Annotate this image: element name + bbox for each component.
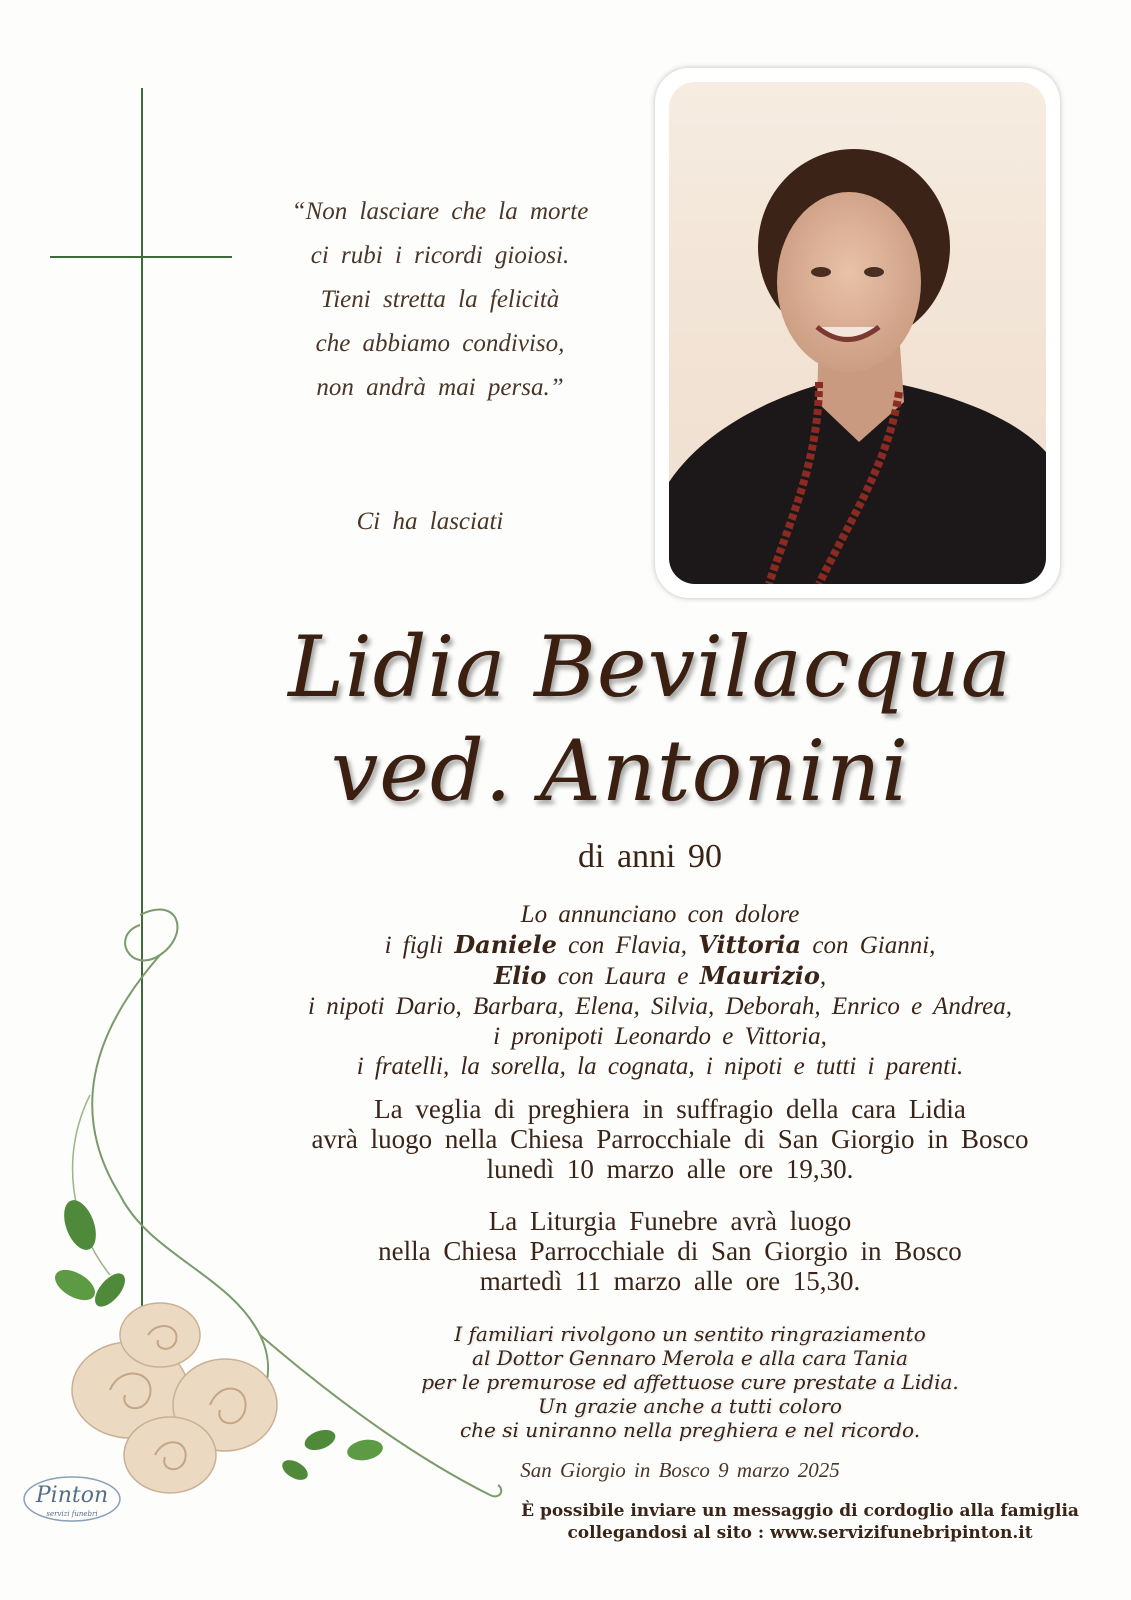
portrait-photo <box>669 82 1046 584</box>
place-and-date: San Giorgio in Bosco 9 marzo 2025 <box>520 1458 840 1482</box>
thanks-line: I familiari rivolgono un sentito ringraziamento <box>454 1322 926 1346</box>
text-fragment: con Gianni, <box>801 932 936 959</box>
text-fragment: con Laura e <box>546 963 700 990</box>
intro-text: Ci ha lasciati <box>356 508 504 535</box>
child-name: Daniele <box>454 930 557 959</box>
announcement-line: Lo annunciano con dolore <box>520 901 800 928</box>
thanks-line: che si uniranno nella preghiera e nel ricordo. <box>459 1418 921 1442</box>
child-name: Maurizio <box>699 961 820 990</box>
deceased-name-line1: Lidia Bevilacqua <box>288 618 1012 716</box>
cross-horizontal-bar <box>50 256 232 258</box>
portrait-illustration <box>669 82 1046 584</box>
quote-line: che abbiamo condiviso, <box>315 330 565 357</box>
logo-brand: Pinton <box>35 1483 109 1508</box>
thanks-line: Un grazie anche a tutti coloro <box>538 1394 842 1418</box>
rose-decoration <box>30 895 510 1535</box>
footer-line: È possibile inviare un messaggio di cordoglio alla famiglia <box>521 1501 1079 1521</box>
text-fragment: , <box>819 963 827 990</box>
quote-line: Tieni stretta la felicità <box>320 286 560 313</box>
portrait-frame <box>655 68 1060 598</box>
text-fragment: con Flavia, <box>556 932 699 959</box>
child-name: Vittoria <box>698 930 802 959</box>
pinton-logo <box>22 1474 122 1524</box>
deceased-age: di anni 90 <box>578 838 722 875</box>
vigil-line: avrà luogo nella Chiesa Parrocchiale di San Giorgio in Bosco <box>311 1124 1029 1154</box>
announcement-line: i fratelli, la sorella, la cognata, i nipoti e tutti i parenti. <box>356 1053 964 1080</box>
condolence-footer <box>450 1500 1131 1544</box>
announcement-line: i nipoti Dario, Barbara, Elena, Silvia, Deborah, Enrico e Andrea, <box>308 993 1012 1020</box>
announcement-line: i pronipoti Leonardo e Vittoria, <box>493 1023 827 1050</box>
funeral-line: La Liturgia Funebre avrà luogo <box>488 1206 852 1236</box>
logo-tagline: servizi funebri <box>46 1510 98 1518</box>
vigil-line: La veglia di preghiera in suffragio della cara Lidia <box>374 1094 966 1124</box>
thanks-line: per le premurose ed affettuose cure prestate a Lidia. <box>421 1370 959 1394</box>
quote-line: “Non lasciare che la morte <box>291 198 589 225</box>
thanks-line: al Dottor Gennaro Merola e alla cara Tania <box>472 1346 908 1370</box>
funeral-line: nella Chiesa Parrocchiale di San Giorgio in Bosco <box>378 1236 962 1266</box>
text-fragment: i figli <box>384 932 455 959</box>
funeral-line: martedì 11 marzo alle ore 15,30. <box>479 1266 861 1296</box>
footer-line: collegandosi al sito : www.servizifunebripinton.it <box>567 1523 1033 1543</box>
deceased-name-line2: ved. Antonini <box>330 722 910 820</box>
memorial-quote <box>250 190 630 410</box>
quote-line: ci rubi i ricordi gioiosi. <box>310 242 570 269</box>
quote-line: non andrà mai persa.” <box>316 374 564 401</box>
child-name: Elio <box>493 961 547 990</box>
vigil-line: lunedì 10 marzo alle ore 19,30. <box>486 1154 854 1184</box>
